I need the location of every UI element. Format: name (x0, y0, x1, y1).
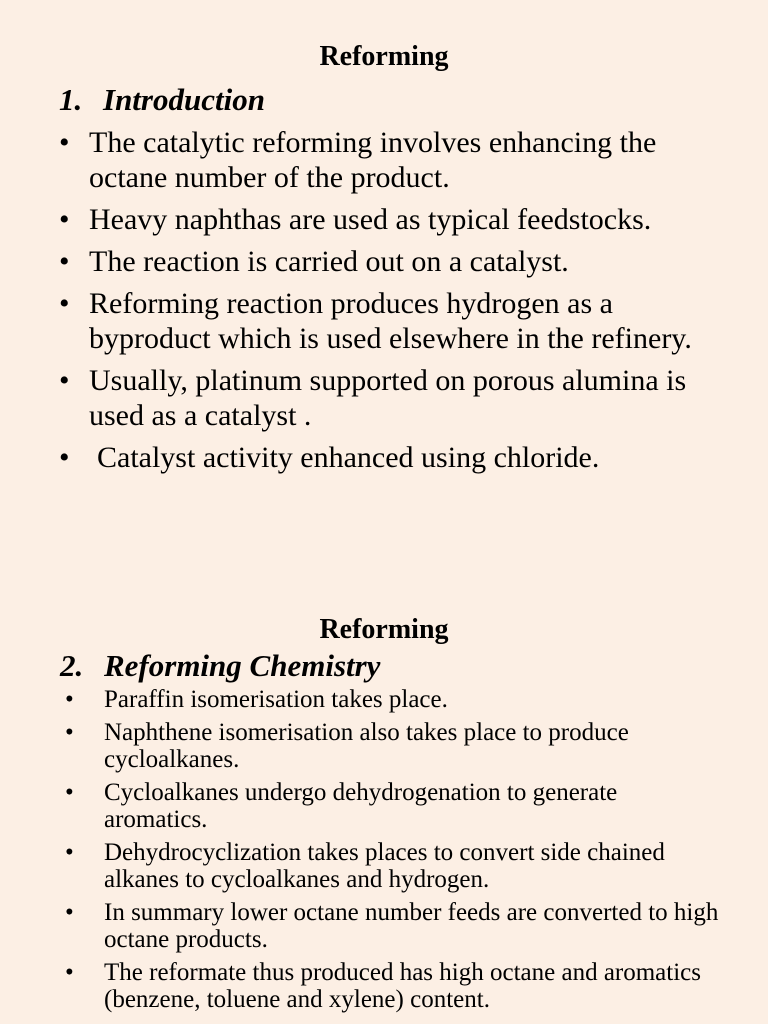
list-item-text: Heavy naphthas are used as typical feedstocks. (89, 203, 652, 236)
list-item-text: In summary lower octane number feeds are converted to high octane products. (104, 899, 719, 953)
list-item (57, 363, 717, 433)
bullet-icon: • (59, 126, 70, 159)
bullet-icon: • (65, 719, 74, 746)
bullet-icon: • (65, 959, 74, 986)
list-item (57, 202, 717, 237)
list-item (62, 839, 722, 893)
list-item (62, 719, 722, 773)
section-heading (60, 648, 380, 684)
slide-reforming-chemistry (0, 572, 768, 1024)
bullet-list (57, 125, 717, 482)
list-item-text: Reforming reaction produces hydrogen as a byproduct which is used elsewhere in the refinery. (89, 287, 692, 355)
list-item (57, 244, 717, 279)
slide-title: Reforming (319, 614, 449, 645)
section-heading-text: Reforming Chemistry (104, 648, 381, 683)
bullet-icon: • (65, 899, 74, 926)
bullet-list (62, 686, 722, 1019)
list-item (62, 779, 722, 833)
bullet-icon: • (65, 686, 74, 713)
list-item (57, 125, 717, 195)
bullet-icon: • (59, 203, 70, 236)
section-heading-text: Introduction (103, 82, 265, 117)
section-number: 1. (59, 82, 83, 117)
list-item-text: Naphthene isomerisation also takes place to produce cycloalkanes. (104, 719, 629, 773)
list-item-text: The reformate thus produced has high octane and aromatics (benzene, toluene and xylene) content. (104, 959, 701, 1013)
list-item (62, 899, 722, 953)
list-item (62, 959, 722, 1013)
bullet-icon: • (59, 364, 70, 397)
list-item-text: Cycloalkanes undergo dehydrogenation to generate aromatics. (104, 779, 618, 833)
slide-title: Reforming (319, 41, 449, 72)
list-item-text: Catalyst activity enhanced using chloride. (97, 441, 600, 474)
bullet-icon: • (65, 779, 74, 806)
bullet-icon: • (65, 839, 74, 866)
list-item (57, 440, 717, 475)
list-item-text: Dehydrocyclization takes places to convert side chained alkanes to cycloalkanes and hydrogen. (104, 839, 665, 893)
bullet-icon: • (59, 245, 70, 278)
list-item (57, 286, 717, 356)
list-item-text: The reaction is carried out on a catalyst. (89, 245, 569, 278)
list-item-text: Paraffin isomerisation takes place. (104, 686, 448, 713)
list-item-text: Usually, platinum supported on porous alumina is used as a catalyst . (89, 364, 687, 432)
section-heading (59, 82, 265, 118)
section-number: 2. (60, 648, 84, 683)
bullet-icon: • (59, 441, 70, 474)
list-item-text: The catalytic reforming involves enhancing the octane number of the product. (89, 126, 657, 194)
list-item (62, 686, 722, 713)
bullet-icon: • (59, 287, 70, 320)
